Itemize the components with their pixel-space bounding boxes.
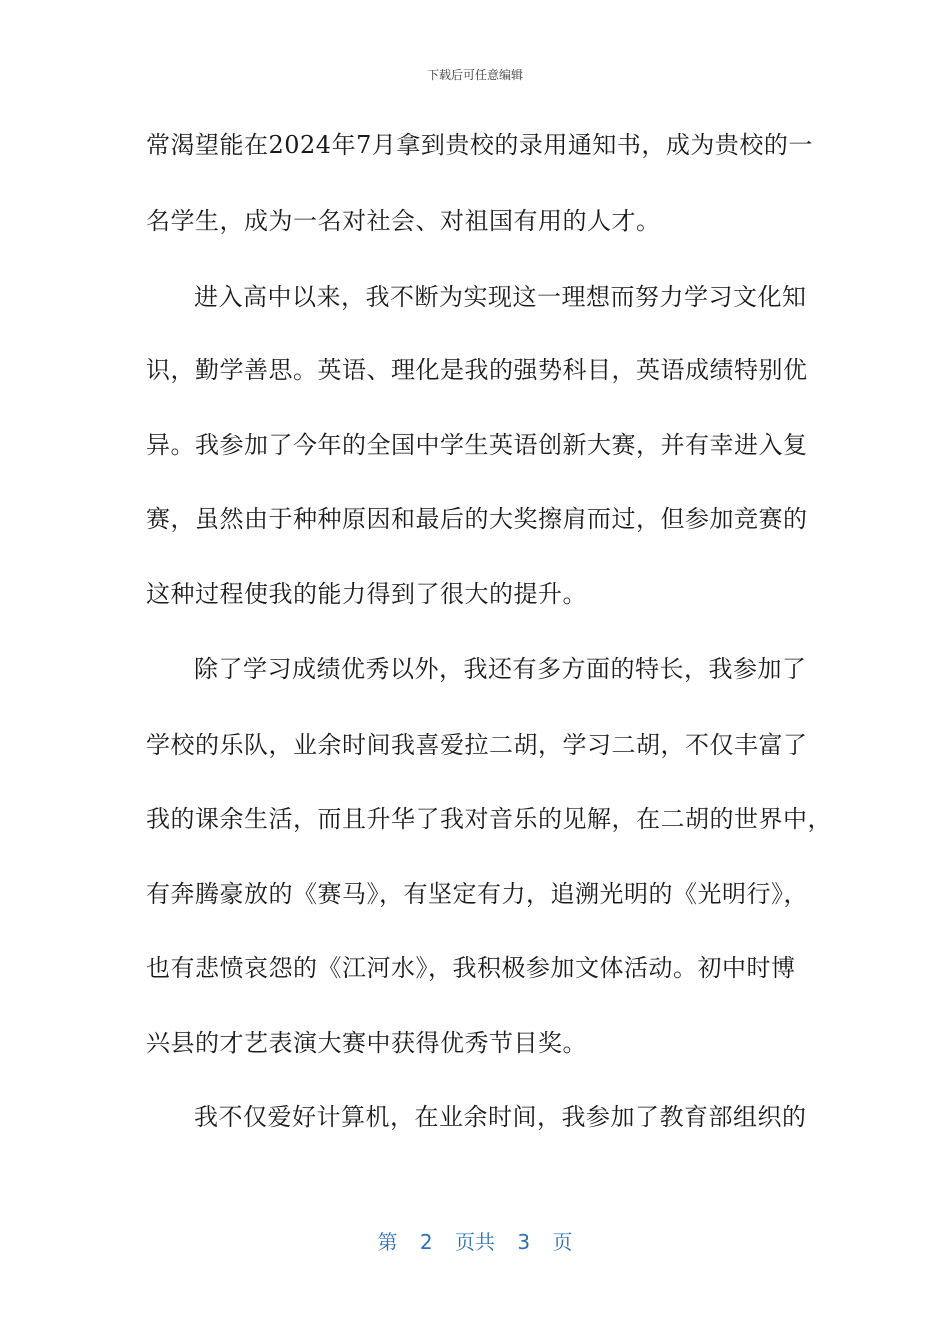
text-line: 学校的乐队，业余时间我喜爱拉二胡，学习二胡，不仅丰富了 <box>146 731 808 759</box>
paragraph-first-line: 我不仅爱好计算机，在业余时间，我参加了教育部组织的 <box>194 1103 807 1131</box>
text-line: 赛，虽然由于种种原因和最后的大奖擦肩而过，但参加竞赛的 <box>146 505 808 533</box>
text-line: 我的课余生活，而且升华了我对音乐的见解，在二胡的世界中， <box>146 805 832 833</box>
paragraph-first-line: 进入高中以来，我不断为实现这一理想而努力学习文化知 <box>194 283 807 311</box>
text-line: 常渴望能在2024年7月拿到贵校的录用通知书，成为贵校的一 <box>146 131 813 159</box>
page-number: 2 <box>419 1230 433 1254</box>
page-footer <box>0 1226 950 1255</box>
footer-prefix: 第 <box>377 1230 398 1254</box>
text-line: 也有悲愤哀怨的《江河水》，我积极参加文体活动。初中时博 <box>146 954 796 982</box>
text-line: 名学生，成为一名对社会、对祖国有用的人才。 <box>146 207 661 235</box>
page-header: 下载后可任意编辑 <box>426 68 523 82</box>
page-total: 3 <box>517 1230 531 1254</box>
text-line: 识，勤学善思。英语、理化是我的强势科目，英语成绩特别优 <box>146 356 808 384</box>
text-line: 异。我参加了今年的全国中学生英语创新大赛，并有幸进入复 <box>146 431 808 459</box>
paragraph-first-line: 除了学习成绩优秀以外，我还有多方面的特长，我参加了 <box>194 655 807 683</box>
text-line: 有奔腾豪放的《赛马》，有坚定有力，追溯光明的《光明行》， <box>146 880 808 908</box>
footer-suffix: 页 <box>552 1230 573 1254</box>
footer-middle: 页共 <box>455 1230 495 1254</box>
text-line: 这种过程使我的能力得到了很大的提升。 <box>146 580 587 608</box>
text-line: 兴县的才艺表演大赛中获得优秀节目奖。 <box>146 1029 587 1057</box>
